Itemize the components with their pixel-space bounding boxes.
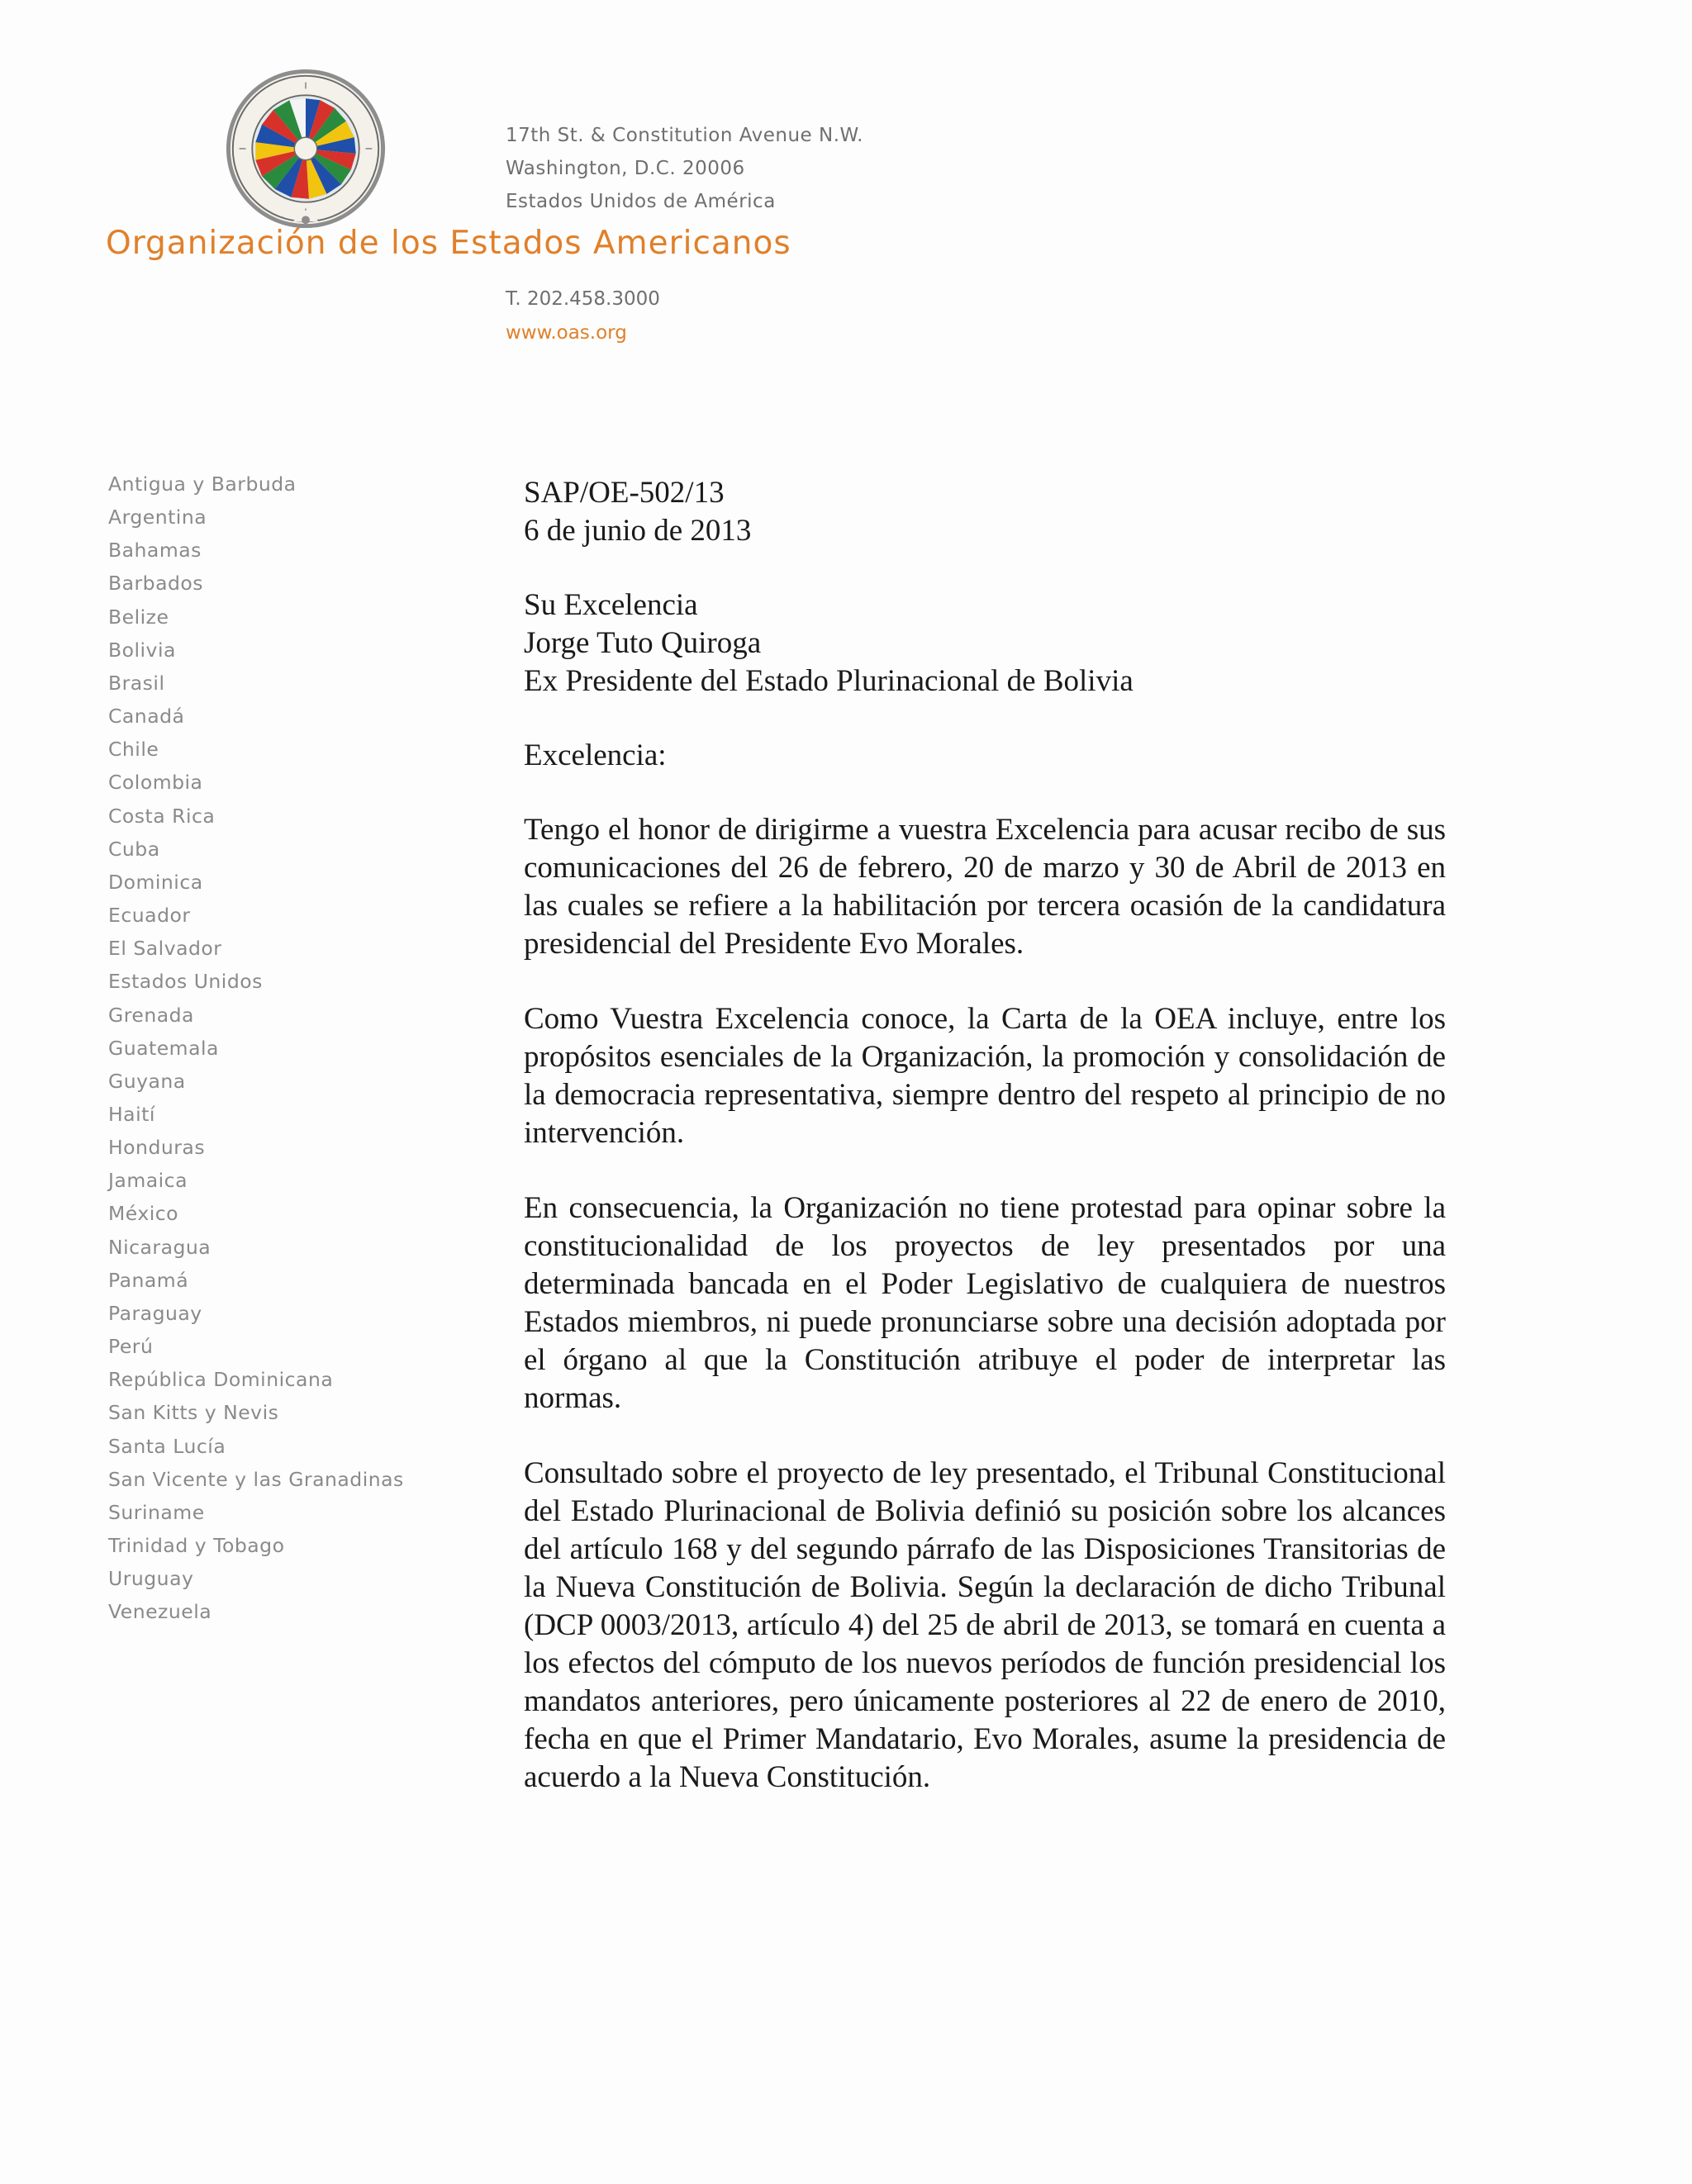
recipient-line: Jorge Tuto Quiroga [524,626,762,660]
member-state: Suriname [108,1500,205,1524]
member-state: Barbados [108,572,204,596]
reference-block [524,474,1446,550]
member-state: Bolivia [108,638,176,662]
member-state: Jamaica [108,1169,188,1193]
member-state: Dominica [108,870,203,894]
member-state: Panamá [108,1268,189,1292]
oas-seal-icon [225,68,387,230]
letter-body [524,474,1446,1797]
member-state: Antigua y Barbuda [108,472,297,496]
body-paragraph: Tengo el honor de dirigirme a vuestra Excelencia para acusar recibo de sus comunicaciones del 26 de febrero, 20 de marzo y 30 de Abril de 2013 en las cuales se refiere a la habilitación por tercera ocasión de la candidatura presidencial del Presidente Evo Morales. [524,813,1446,961]
member-states-list [108,468,404,1628]
member-state: Guatemala [108,1036,219,1060]
member-state: Canadá [108,705,185,729]
recipient-line: Ex Presidente del Estado Plurinacional de Bolivia [524,664,1134,698]
recipient-line: Su Excelencia [524,588,698,622]
member-state: Uruguay [108,1567,194,1591]
member-state: Honduras [108,1136,206,1160]
address-line-city: Washington, D.C. 20006 [506,158,745,179]
member-state: Bahamas [108,539,202,563]
member-state: Santa Lucía [108,1434,226,1458]
phone-number: T. 202.458.3000 [506,288,660,310]
member-state: Grenada [108,1003,194,1027]
member-state: San Kitts y Nevis [108,1401,279,1425]
member-state: Paraguay [108,1301,202,1325]
member-state: Venezuela [108,1600,212,1624]
reference-number: SAP/OE-502/13 [524,476,725,510]
member-state: Brasil [108,671,165,695]
recipient-block [524,586,1446,700]
member-state: Trinidad y Tobago [108,1534,285,1557]
website-link[interactable]: www.oas.org [506,322,627,344]
address-block [506,119,863,218]
body-paragraph: Como Vuestra Excelencia conoce, la Carta de la OEA incluye, entre los propósitos esenciales de la Organización, la promoción y consolidación de la democracia representativa, siempre dentro del respeto al principio de no intervención. [524,1002,1446,1150]
member-state: Haití [108,1102,155,1126]
member-state: Perú [108,1335,154,1359]
contact-block [506,282,660,350]
member-state: Ecuador [108,904,191,928]
member-state: El Salvador [108,937,222,961]
body-paragraph: Consultado sobre el proyecto de ley presentado, el Tribunal Constitucional del Estado Plurinacional de Bolivia definió su posición sobre los alcances del artículo 168 y del segundo párrafo de las Disposiciones Transitorias de la Nueva Constitución de Bolivia. Según la declaración de dicho Tribunal (DCP 0003/2013, artículo 4) del 25 de abril de 2013, se tomará en cuenta a los efectos del cómputo de los nuevos períodos de función presidencial los mandatos anteriores, pero únicamente posteriores al 22 de enero de 2010, fecha en que el Primer Mandatario, Evo Morales, asume la presidencia de acuerdo a la Nueva Constitución. [524,1456,1446,1794]
address-line-country: Estados Unidos de América [506,191,776,212]
member-state: Chile [108,738,159,762]
member-state: Colombia [108,771,203,795]
letter-date: 6 de junio de 2013 [524,514,752,548]
member-state: Costa Rica [108,804,216,828]
member-state: Estados Unidos [108,970,263,994]
member-state: México [108,1202,179,1226]
member-state: Guyana [108,1069,186,1093]
body-paragraph: En consecuencia, la Organización no tiene protestad para opinar sobre la constitucionalidad de los proyectos de ley presentados por una determinada bancada en el Poder Legislativo de cualquiera de nuestros Estados miembros, ni puede pronunciarse sobre una decisión adoptada por el órgano al que la Constitución atribuye el poder de interpretar las normas. [524,1191,1446,1415]
member-state: Cuba [108,837,160,861]
salutation: Excelencia: [524,738,667,772]
member-state: República Dominicana [108,1368,334,1392]
organization-name: Organización de los Estados Americanos [106,225,791,262]
member-state: Nicaragua [108,1235,212,1259]
member-state: Argentina [108,506,207,529]
member-state: Belize [108,605,169,629]
member-state: San Vicente y las Granadinas [108,1467,404,1491]
address-line-street: 17th St. & Constitution Avenue N.W. [506,125,863,146]
